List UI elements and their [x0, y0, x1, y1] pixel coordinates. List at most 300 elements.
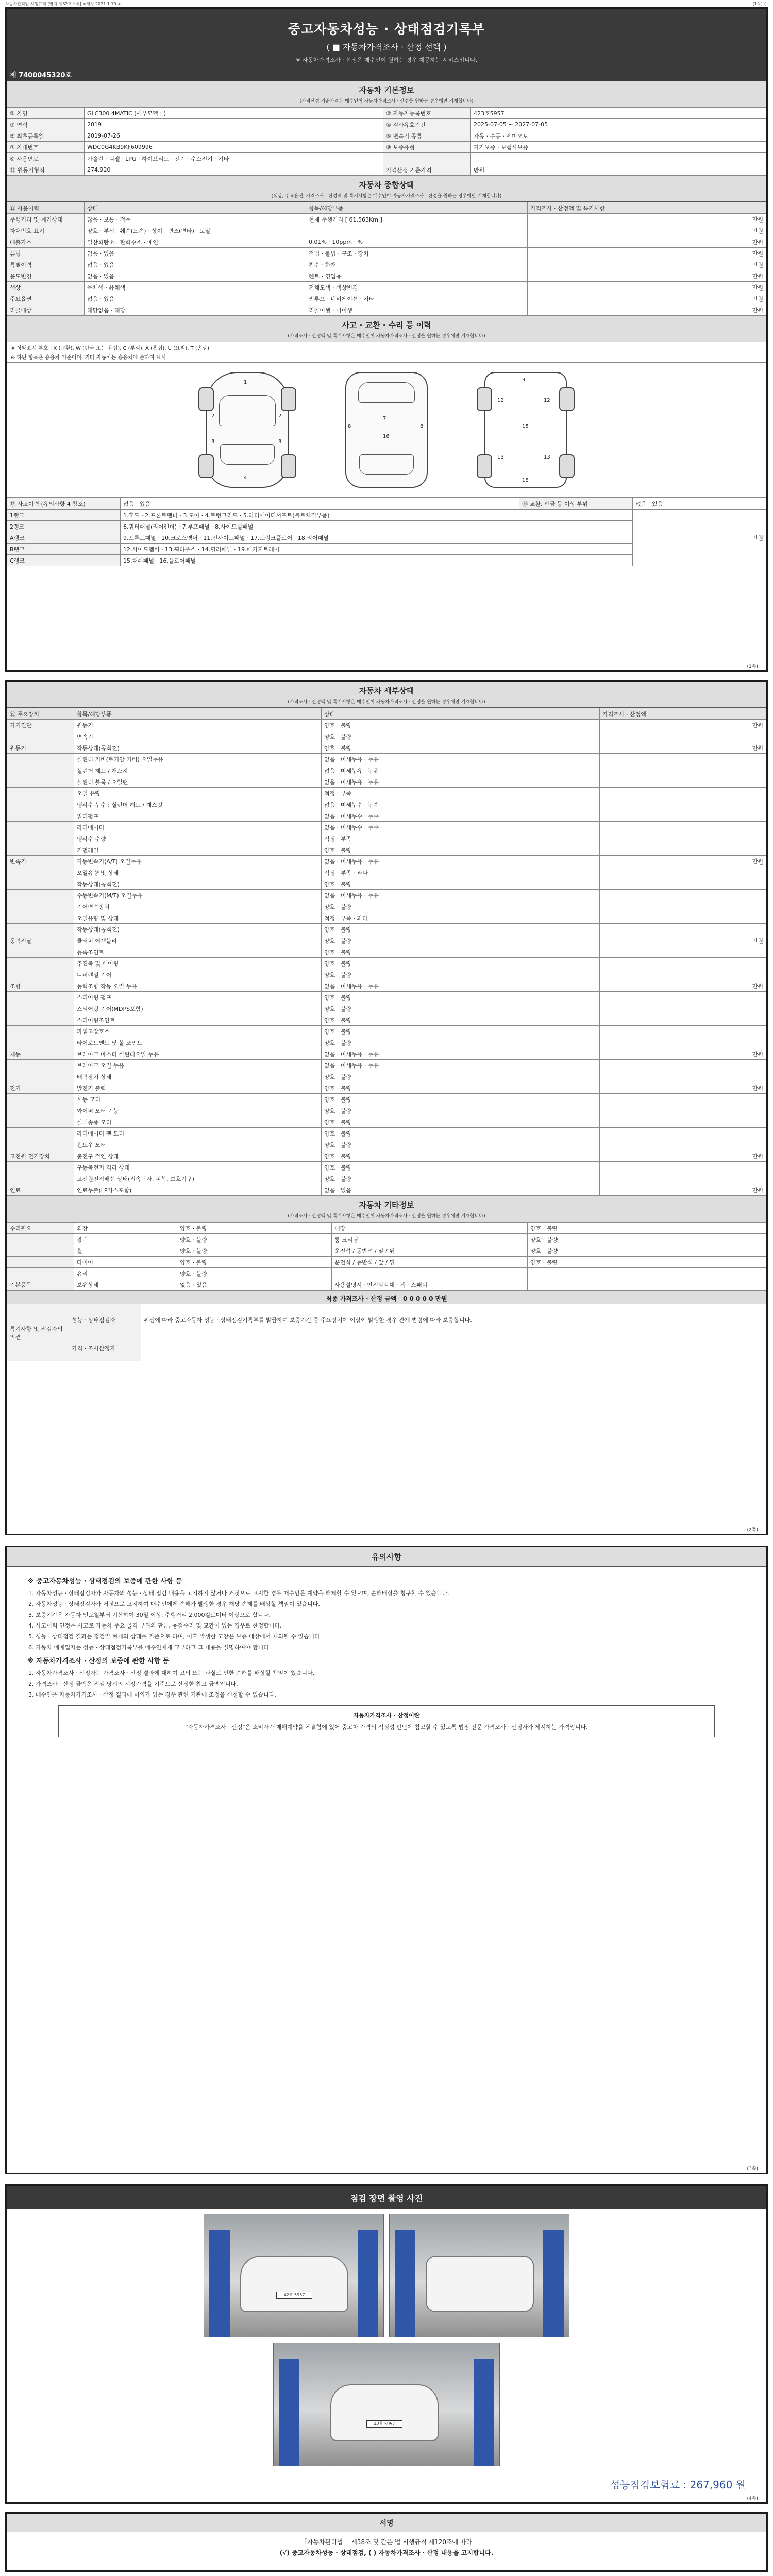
notice-item: 3. 보증기간은 자동차 인도일부터 기산하여 30일 이상, 주행거리 2,000킬로미터 이상으로 합니다. [36, 1611, 746, 1619]
detail-state: 없음 · 미세누수 · 누수 [322, 810, 600, 822]
page-mark-3: (3쪽) [747, 2166, 758, 2172]
other-row [7, 1234, 766, 1245]
detail-part: 고전원전기배선 상태(접속단자, 피복, 보호기구) [74, 1173, 322, 1184]
summary-row [7, 270, 766, 282]
detail-row [7, 969, 766, 980]
detail-price [600, 1060, 766, 1071]
detail-group [7, 1162, 74, 1173]
summary-detail: 전체도색 · 색상변경 [306, 282, 528, 293]
detail-part: 라디에이터 팬 모터 [74, 1128, 322, 1139]
detail-price [600, 1014, 766, 1026]
detail-state: 양호 · 불량 [322, 1071, 600, 1082]
page-mark-2: (2쪽) [747, 1528, 758, 1533]
basic-info-row [7, 130, 766, 142]
rank-label: C랭크 [7, 555, 121, 566]
notice-item: 2. 가격조사 · 산정 금액은 점검 당시의 시장가격을 기준으로 산정한 참고 금액입니다. [36, 1680, 746, 1688]
detail-group [7, 890, 74, 901]
detail-row [7, 754, 766, 765]
detail-price [600, 867, 766, 878]
appraiser-opinion [141, 1335, 766, 1361]
summary-row [7, 225, 766, 236]
inspection-photo-3 [273, 2343, 500, 2466]
rank-parts: 12.사이드멤버 · 13.휠하우스 · 14.필러패널 · 19.패키지트레이 [121, 544, 633, 555]
notice-item: 3. 매수인은 자동차가격조사 · 산정 결과에 이의가 있는 경우 관련 기관에 조정을 신청할 수 있습니다. [36, 1690, 746, 1699]
summary-title: 자동차 종합상태 [7, 176, 766, 191]
detail-state: 양호 · 불량 [322, 1173, 600, 1184]
detail-row [7, 878, 766, 890]
detail-row [7, 1105, 766, 1116]
detail-note: (가격조사 · 산정액 및 특기사항은 매수인이 자동차가격조사 · 산정을 원하는 경우에만 기재합니다) [7, 697, 766, 708]
detail-row [7, 742, 766, 754]
signature-title: 서명 [7, 2514, 766, 2532]
basic-value: 가솔린 · 디젤 · LPG · 하이브리드 · 전기 · 수소전기 · 기타 [85, 153, 383, 164]
summary-state: 해당없음 · 해당 [85, 304, 306, 316]
detail-state: 양호 · 불량 [322, 901, 600, 912]
detail-title: 자동차 세부상태 [7, 682, 766, 697]
detail-price [600, 946, 766, 958]
signature-line-1: 「자동차관리법」 제58조 및 같은 법 시행규칙 제120조에 따라 [300, 2538, 473, 2546]
summary-item: 배출가스 [7, 236, 85, 248]
summary-row [7, 214, 766, 225]
detail-group: 동력전달 [7, 935, 74, 946]
detail-part: 수동변속기(M/T) 오일누유 [74, 890, 322, 901]
detail-row [7, 1071, 766, 1082]
basic-value [471, 153, 766, 164]
detail-state: 적정 · 부족 · 과다 [322, 867, 600, 878]
detail-part: 커먼레일 [74, 844, 322, 856]
summary-table [7, 202, 766, 316]
opinion-table [7, 1304, 766, 1361]
detail-row [7, 890, 766, 901]
detail-state: 양호 · 불량 [322, 946, 600, 958]
detail-part: 발전기 출력 [74, 1082, 322, 1094]
form-header [7, 9, 766, 81]
detail-price [600, 799, 766, 810]
summary-state: 없음 · 있음 [85, 270, 306, 282]
detail-state: 양호 · 불량 [322, 731, 600, 742]
detail-group: 변속기 [7, 856, 74, 867]
summary-detail: 썬루프 · 네비게이션 · 기타 [306, 293, 528, 304]
other-state: 양호 · 불량 [177, 1223, 332, 1234]
other-title: 자동차 기타정보 [7, 1196, 766, 1211]
form-page-ref: (1쪽) 수 [752, 2, 768, 6]
detail-group: 전기 [7, 1082, 74, 1094]
summary-state: 일산화탄소 · 탄화수소 · 매연 [85, 236, 306, 248]
detail-row [7, 1060, 766, 1071]
detail-price [600, 1128, 766, 1139]
basic-info-row [7, 153, 766, 164]
detail-price [600, 1139, 766, 1150]
detail-row [7, 946, 766, 958]
summary-header: ⑫ 사용이력 [7, 202, 85, 214]
detail-part: 배력장치 상태 [74, 1071, 322, 1082]
detail-group [7, 754, 74, 765]
summary-detail: 침수 · 화재 [306, 259, 528, 270]
other-item: 내장 [332, 1223, 528, 1234]
detail-header: 상태 [322, 708, 600, 720]
detail-part: 충전구 절연 상태 [74, 1150, 322, 1162]
detail-row [7, 1082, 766, 1094]
detail-row [7, 822, 766, 833]
detail-price [600, 844, 766, 856]
other-group [7, 1234, 74, 1245]
detail-state: 양호 · 불량 [322, 1105, 600, 1116]
detail-price [600, 1094, 766, 1105]
inspection-photo-2 [389, 2214, 569, 2337]
detail-state: 적정 · 부족 [322, 833, 600, 844]
detail-state: 양호 · 불량 [322, 844, 600, 856]
detail-group [7, 878, 74, 890]
detail-row [7, 1037, 766, 1048]
page-2 [5, 680, 768, 1535]
other-item: 보유상태 [74, 1279, 177, 1291]
other-table [7, 1222, 766, 1291]
detail-state: 없음 · 미세누유 · 누유 [322, 1048, 600, 1060]
accident-answer: 없음 · 있음 [633, 498, 766, 510]
appraiser-label: 가격 · 조사산정자 [69, 1335, 141, 1361]
basic-label: ① 차명 [7, 108, 85, 119]
detail-group [7, 788, 74, 799]
other-row [7, 1268, 766, 1279]
detail-state: 양호 · 불량 [322, 1003, 600, 1014]
detail-state: 양호 · 불량 [322, 1139, 600, 1150]
photos-title: 점검 장면 촬영 사진 [7, 2186, 766, 2209]
rank-row [7, 510, 766, 521]
detail-price [600, 1173, 766, 1184]
accident-price: 만원 [633, 510, 766, 566]
other-item [332, 1268, 528, 1279]
detail-state: 없음 · 미세누유 · 누유 [322, 754, 600, 765]
detail-state: 양호 · 불량 [322, 1128, 600, 1139]
notice-item: 4. 사고이력 인정은 사고로 자동차 주요 골격 부위의 판금, 용접수리 및 교환이 있는 경우로 한정합니다. [36, 1621, 746, 1630]
detail-header: ⑮ 주요장치 [7, 708, 74, 720]
detail-price [600, 878, 766, 890]
detail-part: 실내송풍 모터 [74, 1116, 322, 1128]
basic-info-note: (가격산정 기준가격은 매수인이 자동차가격조사 · 산정을 원하는 경우에만 기재합니다) [7, 96, 766, 107]
final-price-row [7, 1291, 766, 1304]
detail-part: 추진축 및 베어링 [74, 958, 322, 969]
detail-state: 양호 · 불량 [322, 1150, 600, 1162]
basic-label: ⑨ 사용연료 [7, 153, 85, 164]
detail-price [600, 958, 766, 969]
car-diagram-frame: 9 12 12 15 13 13 18 [466, 367, 585, 493]
detail-price: 만원 [600, 856, 766, 867]
detail-group [7, 1014, 74, 1026]
basic-label [383, 153, 471, 164]
summary-header: 항목/해당부품 [306, 202, 528, 214]
detail-group [7, 1105, 74, 1116]
summary-row [7, 248, 766, 259]
detail-part: 오일 유량 [74, 788, 322, 799]
detail-group [7, 1003, 74, 1014]
summary-row [7, 293, 766, 304]
detail-group [7, 810, 74, 822]
basic-info-table [7, 107, 766, 176]
detail-row [7, 720, 766, 731]
detail-part: 스티어링 펌프 [74, 992, 322, 1003]
detail-row [7, 1014, 766, 1026]
other-state: 양호 · 불량 [528, 1223, 766, 1234]
other-group [7, 1257, 74, 1268]
detail-price [600, 731, 766, 742]
detail-price [600, 810, 766, 822]
notice-item: 2. 자동차성능 · 상태점검자가 거짓으로 고지하여 매수인에게 손해가 발생한 경우 해당 손해를 배상할 책임이 있습니다. [36, 1600, 746, 1608]
detail-header: 항목/해당부품 [74, 708, 322, 720]
other-item: 룸 크리닝 [332, 1234, 528, 1245]
plate-text-1: 42호 5957 [276, 2292, 312, 2299]
form-subtitle: ( ■ 자동차가격조사 · 산정 선택 ) [326, 42, 447, 52]
detail-price [600, 1116, 766, 1128]
basic-info-row [7, 142, 766, 153]
detail-state: 없음 · 있음 [322, 1184, 600, 1196]
detail-row [7, 901, 766, 912]
detail-row [7, 924, 766, 935]
basic-value: GLC300 4MATIC (세부모델 : ) [85, 108, 383, 119]
detail-part: 기어변속장치 [74, 901, 322, 912]
detail-part: 변속기 [74, 731, 322, 742]
other-group: 수리필요 [7, 1223, 74, 1234]
detail-price: 만원 [600, 1048, 766, 1060]
appraisal-info-box [58, 1705, 715, 1737]
detail-group [7, 1128, 74, 1139]
car-diagram-center: 7 16 8 8 [327, 367, 446, 493]
summary-detail: 0.01% · 10ppm · % [306, 236, 528, 248]
detail-state: 양호 · 불량 [322, 935, 600, 946]
summary-row [7, 282, 766, 293]
summary-item: 주행거리 및 계기상태 [7, 214, 85, 225]
detail-price [600, 822, 766, 833]
detail-state: 없음 · 미세누수 · 누수 [322, 822, 600, 833]
page-5 [5, 2512, 768, 2572]
summary-price: 만원 [528, 214, 766, 225]
basic-info-row [7, 108, 766, 119]
basic-value: 만원 [471, 164, 766, 176]
detail-group [7, 731, 74, 742]
basic-label: 가격산정 기준가격 [383, 164, 471, 176]
final-price-title: 최종 가격조사 · 산정 금액 [326, 1295, 397, 1302]
detail-row [7, 1184, 766, 1196]
basic-label: ⑧ 보증유형 [383, 142, 471, 153]
detail-group [7, 1116, 74, 1128]
detail-part: 스티어링 기어(MDPS포함) [74, 1003, 322, 1014]
other-item: 운전석 / 동반석 / 앞 / 뒤 [332, 1245, 528, 1257]
detail-part: 윈도우 모터 [74, 1139, 322, 1150]
detail-row [7, 1116, 766, 1128]
summary-detail: 렌트 · 영업용 [306, 270, 528, 282]
detail-group [7, 833, 74, 844]
detail-row [7, 1139, 766, 1150]
summary-price: 만원 [528, 293, 766, 304]
other-state: 양호 · 불량 [177, 1245, 332, 1257]
detail-state: 양호 · 불량 [322, 969, 600, 980]
other-state: 없음 · 있음 [177, 1279, 332, 1291]
detail-row [7, 1026, 766, 1037]
detail-row [7, 856, 766, 867]
rank-label: 2랭크 [7, 521, 121, 532]
other-row [7, 1223, 766, 1234]
detail-state: 양호 · 불량 [322, 1094, 600, 1105]
summary-state: 양호 · 부식 · 훼손(오손) · 상이 · 변조(변타) · 도말 [85, 225, 306, 236]
detail-part: 브레이크 마스터 실린더오일 누유 [74, 1048, 322, 1060]
notice-subtitle-1: ※ 중고자동차성능 · 상태점검의 보증에 관한 사항 등 [27, 1578, 182, 1585]
summary-price: 만원 [528, 270, 766, 282]
detail-row [7, 1128, 766, 1139]
final-price-value: 0 0 0 0 0 만원 [402, 1295, 447, 1302]
other-state: 양호 · 불량 [528, 1234, 766, 1245]
page-4 [5, 2184, 768, 2504]
detail-state: 양호 · 불량 [322, 1037, 600, 1048]
detail-row [7, 765, 766, 776]
notice-item: 1. 자동차가격조사 · 산정자는 가격조사 · 산정 결과에 대하여 고의 또는 과실로 인한 손해를 배상할 책임이 있습니다. [36, 1669, 746, 1677]
detail-state: 없음 · 미세누수 · 누수 [322, 799, 600, 810]
detail-group: 자기진단 [7, 720, 74, 731]
detail-part: 연료누출(LP가스포함) [74, 1184, 322, 1196]
detail-group [7, 901, 74, 912]
detail-row [7, 1150, 766, 1162]
accident-question: ⑬ 사고이력 (유의사항 4 참조) [7, 498, 121, 510]
plate-text-2: 42호 5957 [366, 2420, 402, 2428]
summary-state: 많음 · 보통 · 적음 [85, 214, 306, 225]
form-title: 중고자동차성능 · 상태점검기록부 [288, 22, 485, 37]
basic-label: ④ 검사유효기간 [383, 119, 471, 130]
notice-subtitle-2: ※ 자동차가격조사 · 산정의 보증에 관한 사항 등 [27, 1657, 170, 1665]
summary-item: 튜닝 [7, 248, 85, 259]
detail-group [7, 1037, 74, 1048]
detail-state: 양호 · 불량 [322, 1162, 600, 1173]
page-1 [5, 7, 768, 672]
detail-price [600, 1071, 766, 1082]
other-state [528, 1279, 766, 1291]
opinion-label: 특기사항 및 점검자의 의견 [7, 1304, 69, 1361]
rank-label: 1랭크 [7, 510, 121, 521]
summary-price: 만원 [528, 259, 766, 270]
detail-row [7, 980, 766, 992]
detail-part: 냉각수 누수 : 실린더 헤드 / 개스킷 [74, 799, 322, 810]
detail-part: 실린더 커버(로커암 커버) 오일누유 [74, 754, 322, 765]
detail-price [600, 776, 766, 788]
detail-row [7, 1173, 766, 1184]
detail-part: 타이로드엔드 및 볼 조인트 [74, 1037, 322, 1048]
basic-value: 423호5957 [471, 108, 766, 119]
detail-part: 워터펌프 [74, 810, 322, 822]
summary-header: 가격조사 · 산정액 및 특기사항 [528, 202, 766, 214]
detail-price [600, 912, 766, 924]
detail-part: 자동변속기(A/T) 오일누유 [74, 856, 322, 867]
detail-group [7, 969, 74, 980]
summary-price: 만원 [528, 236, 766, 248]
detail-price [600, 754, 766, 765]
appraisal-box-text: "자동차가격조사 · 산정"은 소비자가 매매계약을 체결함에 있어 중고차 가격의 적정성 판단에 참고할 수 있도록 법정 전문 가격조사 · 산정자가 제시하는 가격입니다. [185, 1724, 588, 1731]
page-3 [5, 1546, 768, 2174]
other-state: 양호 · 불량 [177, 1268, 332, 1279]
basic-label: ⑤ 최초등록일 [7, 130, 85, 142]
detail-part: 스티어링조인트 [74, 1014, 322, 1026]
detail-price [600, 992, 766, 1003]
basic-value: 2019-07-26 [85, 130, 383, 142]
inspection-photos [7, 2209, 766, 2471]
basic-label: ⑪ 원동기형식 [7, 164, 85, 176]
basic-value: 274.920 [85, 164, 383, 176]
car-diagram-front-side: 1 2 2 3 3 4 [188, 367, 307, 493]
summary-state: 없음 · 있음 [85, 259, 306, 270]
page-mark-4: (4쪽) [747, 2496, 758, 2501]
other-row [7, 1257, 766, 1268]
detail-row [7, 1094, 766, 1105]
summary-note: (색상, 주요옵션, 가격조사 · 산정액 및 특기사항은 매수인이 자동차가격조사 · 산정을 원하는 경우에만 기재합니다) [7, 191, 766, 202]
detail-row [7, 810, 766, 822]
basic-info-row [7, 119, 766, 130]
rank-label: A랭크 [7, 532, 121, 544]
detail-state: 양호 · 불량 [322, 1116, 600, 1128]
notice-item: 6. 자동차 매매업자는 성능 · 상태점검기록부를 매수인에게 교부하고 그 내용을 설명하여야 합니다. [36, 1643, 746, 1652]
detail-price [600, 901, 766, 912]
other-state: 양호 · 불량 [177, 1234, 332, 1245]
detail-part: 실린더 블록 / 오일팬 [74, 776, 322, 788]
detail-part: 동력조향 작동 오일 누유 [74, 980, 322, 992]
detail-group [7, 867, 74, 878]
detail-row [7, 776, 766, 788]
detail-state: 적정 · 부족 [322, 788, 600, 799]
inspection-photo-1 [204, 2214, 384, 2337]
detail-part: 작동상태(공회전) [74, 878, 322, 890]
other-item: 타이어 [74, 1257, 177, 1268]
detail-row [7, 1048, 766, 1060]
detail-price [600, 833, 766, 844]
document-number: 제 7400045320호 [10, 72, 72, 79]
form-reference-line [5, 1, 768, 6]
detail-state: 양호 · 불량 [322, 1026, 600, 1037]
page-mark-1: (1쪽) [747, 664, 758, 669]
detail-group [7, 912, 74, 924]
notice-body [7, 1567, 766, 1749]
detail-part: 등속조인트 [74, 946, 322, 958]
detail-part: 작동상태(공회전) [74, 924, 322, 935]
detail-row [7, 799, 766, 810]
other-item: 운전석 / 동반석 / 앞 / 뒤 [332, 1257, 528, 1268]
other-row [7, 1245, 766, 1257]
detail-group [7, 1060, 74, 1071]
appraisal-box-title: 자동차가격조사 · 산정이란 [353, 1712, 420, 1719]
detail-price [600, 1162, 766, 1173]
detail-row [7, 844, 766, 856]
detail-part: 라디에이터 [74, 822, 322, 833]
detail-part: 와이퍼 모터 기능 [74, 1105, 322, 1116]
insurance-fee: 성능점검보험료 : 267,960 원 [610, 2479, 746, 2491]
detail-price [600, 1037, 766, 1048]
other-item: 사용설명서 · 안전삼각대 · 잭 · 스패너 [332, 1279, 528, 1291]
basic-value: 2025-07-05 ~ 2027-07-05 [471, 119, 766, 130]
detail-state: 없음 · 미세누유 · 누유 [322, 980, 600, 992]
other-group [7, 1245, 74, 1257]
detail-row [7, 1162, 766, 1173]
detail-row [7, 958, 766, 969]
detail-part: 원동기 [74, 720, 322, 731]
detail-row [7, 935, 766, 946]
basic-value: 자동 · 수동 · 세미오토 [471, 130, 766, 142]
detail-price [600, 765, 766, 776]
other-note: (가격조사 · 산정액 및 특기사항은 매수인이 자동차가격조사 · 산정을 원하는 경우에만 기재합니다) [7, 1211, 766, 1222]
detail-table [7, 708, 766, 1196]
detail-group: 원동기 [7, 742, 74, 754]
detail-state: 양호 · 불량 [322, 1082, 600, 1094]
detail-state: 없음 · 미세누유 · 누유 [322, 776, 600, 788]
accident-legend: ※ 상태표시 부호 : X (교환), W (판금 또는 용접), C (부식), A (흠집), U (요철), T (손상) [11, 346, 210, 351]
summary-detail [306, 225, 528, 236]
detail-price: 만원 [600, 935, 766, 946]
detail-part: 오일유량 및 상태 [74, 912, 322, 924]
summary-detail: 리콜이행 · 미이행 [306, 304, 528, 316]
detail-row [7, 731, 766, 742]
